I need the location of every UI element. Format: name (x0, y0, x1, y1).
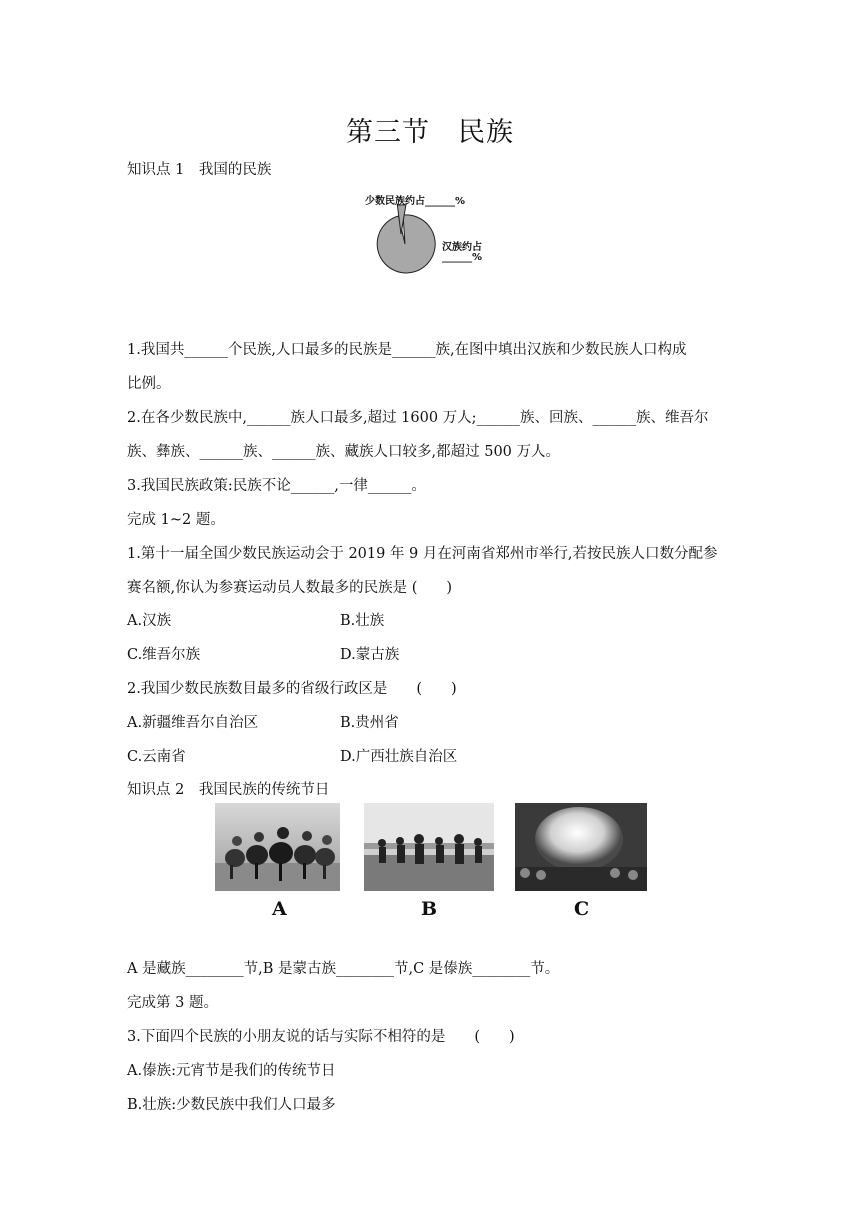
population-pie-chart (360, 188, 500, 288)
exercise-3-option-a: A.傣族:元宵节是我们的传统节日 (127, 1063, 336, 1079)
pie-label-han-percent: ______% (442, 252, 483, 263)
question-1-line-2: 比例。 (127, 376, 171, 392)
exercise-2: 2.我国少数民族数目最多的省级行政区是 ( ) (127, 681, 457, 697)
question-1-line-1: 1.我国共______个民族,人口最多的民族是______族,在图中填出汉族和少数民族人口构成 (127, 342, 687, 358)
photo-c-water-splashing (515, 803, 647, 891)
exercise-2-option-a: A.新疆维吾尔自治区 (127, 715, 259, 731)
pie-label-han: 汉族约占 (442, 242, 482, 253)
question-2-line-1: 2.在各少数民族中,______族人口最多,超过 1600 万人;______族、回族、______族、维吾尔 (127, 410, 709, 426)
exercise-1-line-2: 赛名额,你认为参赛运动员人数最多的民族是 ( ) (127, 580, 453, 596)
photo-b-wrestling (364, 803, 494, 891)
exercise-1-line-1: 1.第十一届全国少数民族运动会于 2019 年 9 月在河南省郑州市举行,若按民族人口数分配参 (127, 546, 718, 562)
section-heading-2: 知识点 2 我国民族的传统节日 (127, 782, 330, 798)
exercise-1-option-d: D.蒙古族 (340, 647, 400, 663)
exercise-intro-3: 完成第 3 题。 (127, 995, 218, 1011)
exercise-1-option-b: B.壮族 (340, 613, 385, 629)
exercise-intro-1-2: 完成 1~2 题。 (127, 512, 225, 528)
exercise-2-option-c: C.云南省 (127, 749, 186, 765)
exercise-2-option-b: B.贵州省 (340, 715, 399, 731)
photo-label-c: C (574, 898, 590, 920)
exercise-3: 3.下面四个民族的小朋友说的话与实际不相符的是 ( ) (127, 1029, 515, 1045)
question-3: 3.我国民族政策:民族不论______,一律______。 (127, 478, 426, 494)
photo-a-horse-race (215, 803, 340, 891)
exercise-1-option-c: C.维吾尔族 (127, 647, 201, 663)
festival-question: A 是藏族________节,B 是蒙古族________节,C 是傣族________节。 (127, 961, 560, 977)
photo-label-a: A (272, 898, 287, 920)
photo-label-b: B (421, 898, 438, 920)
exercise-1-option-a: A.汉族 (127, 613, 172, 629)
section-heading-1: 知识点 1 我国的民族 (127, 162, 272, 178)
page-title: 第三节 民族 (346, 117, 514, 148)
pie-label-minority: 少数民族约占______% (365, 196, 466, 207)
exercise-3-option-b: B.壮族:少数民族中我们人口最多 (127, 1097, 336, 1113)
pie-slice-han (377, 215, 435, 273)
exercise-2-option-d: D.广西壮族自治区 (340, 749, 458, 765)
question-2-line-2: 族、彝族、______族、______族、藏族人口较多,都超过 500 万人。 (127, 444, 561, 460)
